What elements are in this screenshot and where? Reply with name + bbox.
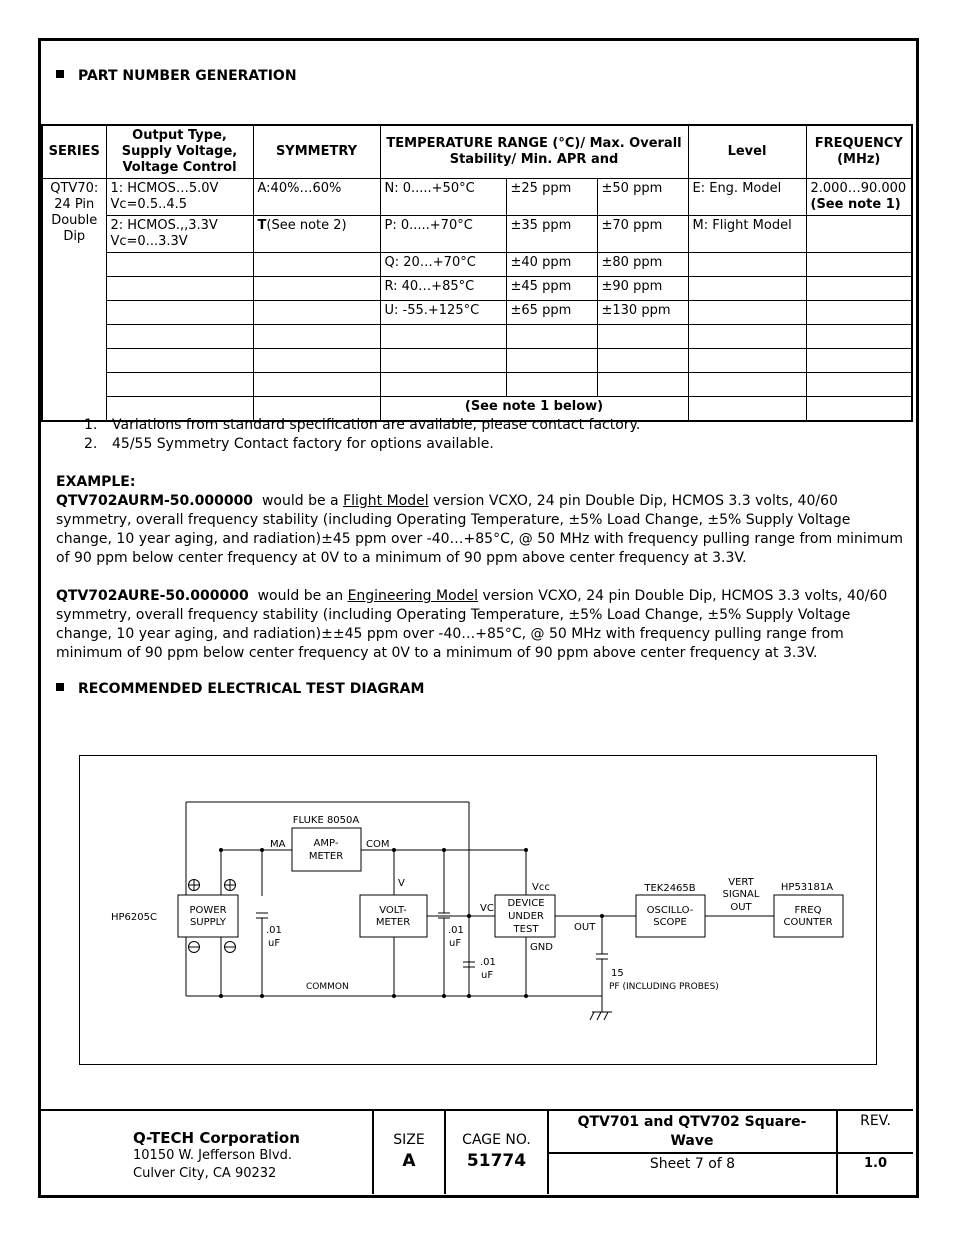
table-cell: E: Eng. Model (688, 179, 806, 216)
diagram-label: TEK2465B (644, 883, 696, 894)
revision-value: 1.0 (863, 1156, 888, 1171)
revision-cell (838, 1111, 913, 1194)
size-value: A (402, 1151, 416, 1171)
diagram-label: uF (268, 938, 281, 949)
list-item (84, 435, 640, 454)
table-cell: ±130 ppm (597, 301, 688, 325)
diagram-label: COM (366, 839, 390, 850)
example-paragraph-1: QTV702AURM-50.000000 would be a Flight Model version VCXO, 24 pin Double Dip, HCMOS 3.3 volts, 40/60 symmetry, overall frequency stability (including Operating Temperature, ±5% Load Change, ±5% Supply Voltage change, 10 year aging, and radiation)±45 ppm over -40…+85°C, @ 50 MHz with frequency pulling range from minimum of 90 ppm below center frequency at 0V to a minimum of 90 ppm above center frequency at 3.3V. (56, 493, 903, 566)
table-cell: 2: HCMOS.,,3.3V Vc=0...3.3V (106, 216, 253, 253)
table-cell: ±80 ppm (597, 253, 688, 277)
circuit-diagram (80, 756, 876, 1064)
table-row (42, 301, 912, 325)
table-cell (688, 253, 806, 277)
note-text: Variations from standard specification are available, please contact factory. (112, 417, 641, 433)
table-footer-note: (See note 1 below) (380, 397, 688, 421)
part-number-table (41, 124, 913, 422)
diagram-label: HP6205C (111, 912, 157, 923)
table-header-row (42, 125, 912, 179)
diagram-label: SCOPE (653, 917, 687, 928)
table-cell: P: 0.....+70°C (380, 216, 506, 253)
section-title: PART NUMBER GENERATION (78, 68, 297, 84)
table-cell (806, 277, 912, 301)
table-cell (106, 277, 253, 301)
diagram-label: UNDER (508, 911, 544, 922)
bullet-icon (56, 683, 64, 691)
cage-label: CAGE NO. (462, 1132, 531, 1148)
note-number: 2. (84, 436, 98, 452)
table-cell: ±25 ppm (506, 179, 597, 216)
example-heading: EXAMPLE: (56, 474, 136, 490)
header-series: SERIES (42, 125, 106, 179)
table-cell (106, 253, 253, 277)
diagram-label: SUPPLY (189, 917, 227, 928)
diagram-label: METER (308, 851, 344, 862)
diagram-label: OSCILLO- (646, 905, 694, 916)
diagram-label: GND (530, 942, 553, 953)
table-row (42, 253, 912, 277)
table-row (42, 216, 912, 253)
sheet-number: Sheet 7 of 8 (649, 1156, 736, 1172)
series-cell: QTV70: 24 Pin Double Dip (42, 179, 106, 421)
table-cell: ±70 ppm (597, 216, 688, 253)
diagram-label: DEVICE (507, 898, 545, 909)
table-cell (806, 301, 912, 325)
table-cell: ±90 ppm (597, 277, 688, 301)
frequency-range: 2.000…90.000 (810, 181, 907, 196)
company-name: Q-TECH Corporation (133, 1129, 300, 1147)
title-block (41, 1109, 913, 1194)
company-address-1: 10150 W. Jefferson Blvd. (133, 1148, 292, 1163)
part-number: QTV702AURE-50.000000 (56, 588, 249, 604)
table-cell (688, 277, 806, 301)
table-cell (688, 301, 806, 325)
diagram-label: Vcc (532, 882, 550, 893)
diagram-label: uF (449, 938, 462, 949)
diagram-label: VOLT- (379, 905, 407, 916)
symmetry-code: T (257, 218, 267, 233)
table-row (42, 179, 912, 216)
diagram-label: VC (480, 903, 494, 914)
table-cell: ±40 ppm (506, 253, 597, 277)
revision-label: REV. (860, 1113, 891, 1129)
diagram-label: COUNTER (783, 917, 833, 928)
diagram-label: VERT (728, 877, 754, 888)
notes-list (84, 416, 640, 454)
table-cell: Q: 20…+70°C (380, 253, 506, 277)
header-symmetry: SYMMETRY (253, 125, 380, 179)
engineering-model-link: Engineering Model (347, 588, 479, 604)
header-level: Level (688, 125, 806, 179)
table-cell: A:40%…60% (253, 179, 380, 216)
diagram-label: HP53181A (780, 882, 834, 893)
example-paragraph-2: QTV702AURE-50.000000 would be an Engineering Model version VCXO, 24 pin Double Dip, HCMOS 3.3 volts, 40/60 symmetry, overall frequency stability (including Operating Temperature, ±5% Load Change, ±5% Supply Voltage change, 10 year aging, and radiation)±±45 ppm over -40…+85°C, @ 50 MHz with frequency pulling range from minimum of 90 ppm below center frequency at 0V to a minimum of 90 ppm above center frequency at 3.3V. (56, 588, 888, 661)
table-cell: ±45 ppm (506, 277, 597, 301)
table-cell (253, 277, 380, 301)
frequency-note: (See note 1) (810, 197, 901, 212)
size-cell (374, 1111, 446, 1194)
document-title: QTV701 and QTV702 Square-Wave (577, 1114, 807, 1149)
diagram-label: .01 (448, 925, 464, 936)
table-cell (806, 253, 912, 277)
flight-model-link: Flight Model (343, 493, 429, 509)
section-title: RECOMMENDED ELECTRICAL TEST DIAGRAM (78, 681, 425, 697)
document-title-cell (549, 1111, 838, 1194)
note-number: 1. (84, 417, 98, 433)
header-frequency: FREQUENCY (MHz) (806, 125, 912, 179)
table-cell: ±50 ppm (597, 179, 688, 216)
diagram-label: 15 (611, 968, 624, 979)
diagram-label: OUT (730, 902, 752, 913)
diagram-label: POWER (189, 905, 227, 916)
diagram-label: AMP- (313, 838, 339, 849)
company-cell (41, 1111, 374, 1194)
table-cell: ±35 ppm (506, 216, 597, 253)
table-cell (253, 301, 380, 325)
diagram-label: SIGNAL (722, 889, 760, 900)
table-cell (253, 216, 380, 253)
table-cell: U: -55.+125°C (380, 301, 506, 325)
diagram-label: FLUKE 8050A (292, 815, 360, 826)
diagram-label: PF (INCLUDING PROBES) (609, 982, 719, 992)
table-cell: R: 40…+85°C (380, 277, 506, 301)
company-address-2: Culver City, CA 90232 (133, 1166, 277, 1181)
table-cell (253, 253, 380, 277)
table-row (42, 349, 912, 373)
note-text: 45/55 Symmetry Contact factory for options available. (112, 436, 494, 452)
section-heading-part-number (56, 68, 297, 84)
table-cell: N: 0.....+50°C (380, 179, 506, 216)
table-cell: 1: HCMOS…5.0V Vc=0.5..4.5 (106, 179, 253, 216)
table-row (42, 277, 912, 301)
frequency-cell (806, 179, 912, 216)
diagram-label: .01 (480, 957, 496, 968)
diagram-label: MA (270, 839, 286, 850)
symmetry-note: (See note 2) (266, 218, 347, 233)
table-cell: M: Flight Model (688, 216, 806, 253)
section-heading-test-diagram (56, 681, 424, 697)
diagram-label: TEST (513, 924, 539, 935)
table-row (42, 325, 912, 349)
header-temperature: TEMPERATURE RANGE (°C)/ Max. Overall Stability/ Min. APR and (380, 125, 688, 179)
diagram-label: FREQ (794, 905, 822, 916)
table-cell (106, 301, 253, 325)
table-cell (806, 216, 912, 253)
size-label: SIZE (393, 1132, 425, 1148)
test-diagram (79, 755, 877, 1065)
table-row (42, 373, 912, 397)
part-number: QTV702AURM-50.000000 (56, 493, 254, 509)
diagram-label: COMMON (306, 982, 349, 992)
diagram-label: OUT (574, 922, 596, 933)
header-output-type: Output Type, Supply Voltage, Voltage Control (106, 125, 253, 179)
cage-cell (446, 1111, 549, 1194)
bullet-icon (56, 70, 64, 78)
table-cell: ±65 ppm (506, 301, 597, 325)
diagram-label: V (398, 878, 405, 889)
diagram-label: uF (481, 970, 494, 981)
list-item (84, 416, 640, 435)
diagram-label: .01 (266, 925, 282, 936)
diagram-label: METER (375, 917, 411, 928)
cage-number: 51774 (466, 1151, 527, 1171)
